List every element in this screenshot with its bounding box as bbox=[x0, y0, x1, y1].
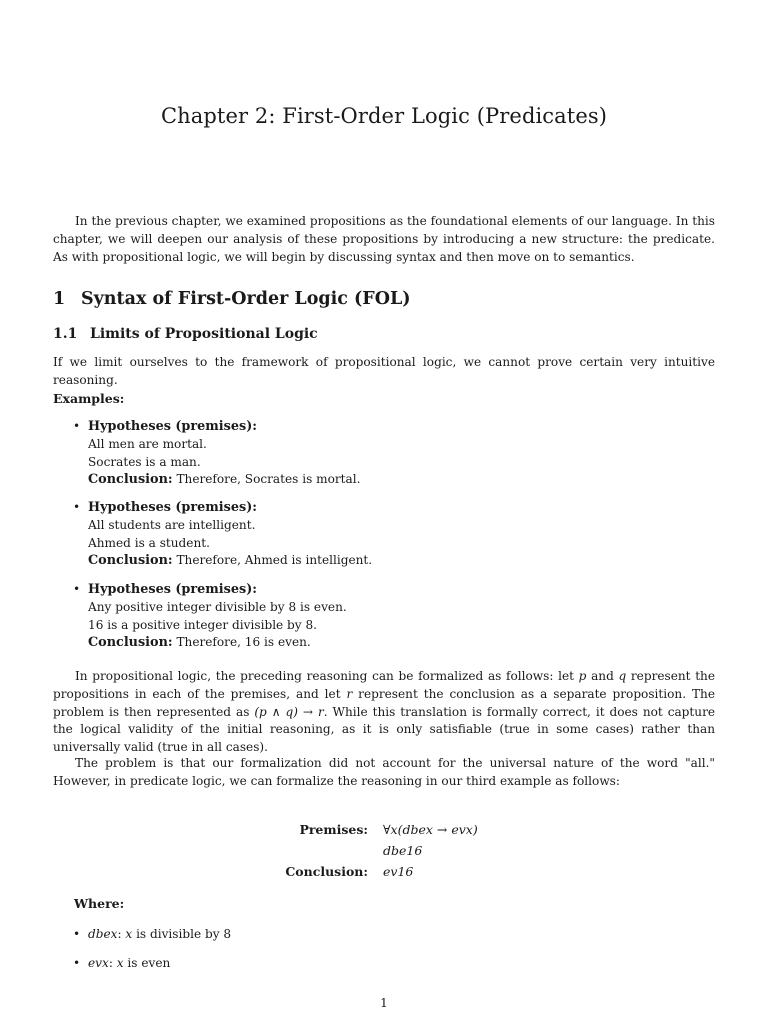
conclusion-formula: ev16 bbox=[383, 864, 414, 879]
premise-line: Any positive integer divisible by 8 is even. bbox=[88, 599, 347, 614]
conclusion-line bbox=[88, 634, 347, 652]
math-symbol: p bbox=[578, 669, 587, 683]
examples-label: Examples: bbox=[53, 391, 125, 406]
where-label: Where: bbox=[74, 896, 125, 911]
text-run: represent the conclusion as a separate proposition. The problem is then represented as bbox=[53, 686, 715, 719]
limits-paragraph: If we limit ourselves to the framework of propositional logic, we cannot prove certain very intuitive reasoning. bbox=[53, 355, 715, 387]
bullet-icon: • bbox=[73, 927, 81, 941]
text-run: : bbox=[117, 927, 126, 941]
conclusion-line bbox=[88, 471, 360, 489]
text-run: . While this translation is formally correct, it does not capture the logical validity of the initial reasoning, as it is only satisfiable (true in some cases) rather than universally valid (true in all cases). bbox=[53, 704, 716, 755]
premise-line: Ahmed is a student. bbox=[88, 535, 210, 550]
page-number: 1 bbox=[380, 996, 388, 1010]
definition-text: is even bbox=[123, 956, 171, 970]
text-run: : bbox=[108, 956, 117, 970]
premise-formula: dbe16 bbox=[383, 843, 423, 858]
premises-label: Premises: bbox=[299, 822, 368, 837]
problem-paragraph: The problem is that our formalization did not account for the universal nature of the word "all." However, in predicate logic, we can formalize the reasoning in our third example as follows: bbox=[53, 756, 715, 788]
premise-line: All students are intelligent. bbox=[88, 517, 256, 532]
section-title: Syntax of First-Order Logic (FOL) bbox=[81, 289, 411, 309]
subsection-title: Limits of Propositional Logic bbox=[90, 326, 318, 342]
bullet-icon: • bbox=[73, 582, 81, 596]
hypotheses-label: Hypotheses (premises): bbox=[88, 500, 257, 515]
variable-symbol: x bbox=[125, 927, 133, 941]
premise-formula: ∀x(dbex → evx) bbox=[383, 822, 478, 837]
section-heading bbox=[53, 289, 411, 309]
bullet-icon: • bbox=[73, 419, 81, 433]
premises-row bbox=[0, 843, 768, 863]
math-symbol: r bbox=[346, 686, 353, 701]
math-formula: (p ∧ q) → r bbox=[254, 704, 324, 719]
conclusion-row bbox=[0, 864, 768, 884]
conclusion-label: Conclusion: bbox=[88, 553, 173, 569]
conclusion-label: Conclusion: bbox=[88, 472, 173, 488]
subsection-number: 1.1 bbox=[53, 326, 78, 342]
bullet-icon: • bbox=[73, 500, 81, 514]
premise-line: 16 is a positive integer divisible by 8. bbox=[88, 617, 318, 632]
text-run: In propositional logic, the preceding reasoning can be formalized as follows: let bbox=[75, 669, 579, 683]
conclusion-label: Conclusion: bbox=[88, 635, 173, 651]
subsection-heading bbox=[53, 326, 318, 342]
hypotheses-label: Hypotheses (premises): bbox=[88, 582, 257, 597]
text-run: represent the propositions in each of the premises, and let bbox=[53, 669, 715, 701]
math-symbol: q bbox=[618, 669, 627, 683]
premise-line: All men are mortal. bbox=[88, 436, 207, 451]
variable-symbol: x bbox=[116, 956, 124, 970]
predicate-symbol: dbex bbox=[88, 927, 118, 941]
intro-paragraph: In the previous chapter, we examined propositions as the foundational elements of our language. In this chapter, we will deepen our analysis of these propositions by introducing a new structure: the predicate. As with propositional logic, we will begin by discussing syntax and then move on to semantics. bbox=[53, 214, 715, 264]
definition-text: is divisible by 8 bbox=[132, 927, 232, 941]
section-number: 1 bbox=[53, 289, 66, 309]
chapter-title: Chapter 2: First-Order Logic (Predicates) bbox=[160, 104, 608, 128]
conclusion-text: Therefore, 16 is even. bbox=[172, 635, 311, 650]
hypotheses-label: Hypotheses (premises): bbox=[88, 419, 257, 434]
formalization-paragraph bbox=[53, 668, 715, 757]
conclusion-text: Therefore, Socrates is mortal. bbox=[172, 472, 361, 487]
conclusion-line bbox=[88, 552, 372, 570]
premises-row bbox=[0, 822, 768, 842]
text-run: and bbox=[586, 669, 619, 683]
predicate-symbol: evx bbox=[88, 956, 109, 970]
premise-line: Socrates is a man. bbox=[88, 454, 201, 469]
bullet-icon: • bbox=[73, 956, 81, 970]
conclusion-label: Conclusion: bbox=[285, 864, 368, 879]
conclusion-text: Therefore, Ahmed is intelligent. bbox=[172, 553, 373, 568]
